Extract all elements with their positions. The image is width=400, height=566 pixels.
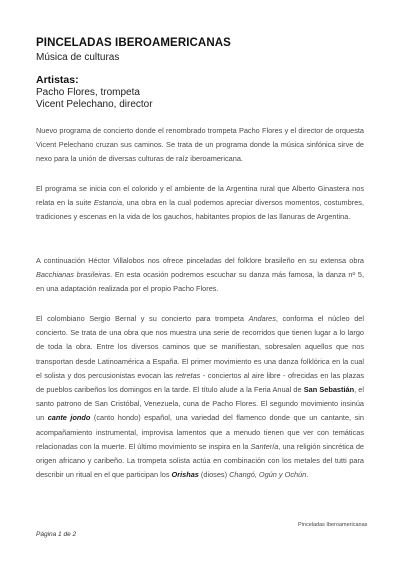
- artists-heading: Artistas:: [36, 74, 79, 86]
- work-title: Andares: [248, 314, 276, 323]
- text-run: El programa se inicia con el colorido y el ambiente de la Argentina rural que Alberto Ginastera nos relata en la suite: [36, 184, 364, 208]
- paragraph-text: Nuevo programa de concierto donde el renombrado trompeta Pacho Flores y el director de orquesta Vicent Pelechano cruzan sus caminos. Se trata de un programa donde la música sinfónica sirve de nexo para la unión de diversas culturas de raíz iberoamericana.: [36, 126, 364, 164]
- text-run: , una religión sincrética de origen africano y caribeño. La trompeta solista actúa en combinación con los metales del tutti para describir un ritual en el que participan los: [36, 441, 364, 480]
- paragraph-ginastera: [36, 182, 364, 225]
- italic-term: retretas: [175, 370, 201, 380]
- text-run: . En esta ocasión podremos escuchar su danza más famosa, la danza nº 5, en una adaptación realizada por el propio Pacho Flores.: [36, 270, 364, 294]
- text-run: .: [306, 470, 309, 480]
- paragraph-villalobos: [36, 254, 364, 297]
- bold-italic-term: cante jondo: [47, 413, 91, 423]
- text-run: El colombiano Sergio Bernal y su concierto para trompeta: [36, 314, 249, 323]
- text-run: , una obra en la cual podemos apreciar diversos momentos, costumbres, tradiciones y escenas en la vida de los gauchos, habitantes propios de las llanuras de Argentina.: [36, 198, 364, 222]
- text-run: , el santo patrono de San Cristóbal, Venezuela, cuna de Pacho Flores. El segundo movimiento insinúa un: [36, 385, 364, 423]
- artist-item: Pacho Flores, trompeta: [36, 87, 140, 98]
- work-title: Bacchianas brasileiras: [36, 270, 111, 280]
- italic-term: Changó, Ogún y Ochún: [229, 470, 307, 480]
- text-run: A continuación Héctor Villalobos nos ofrece pinceladas del folklore brasileño en su extensa obra: [36, 256, 364, 265]
- artist-item: Vicent Pelechano, director: [36, 99, 153, 110]
- paragraph-intro: [36, 124, 364, 167]
- text-run: , conforma el núcleo del concierto. Se trata de una obra que nos muestra una serie de recorridos que tienen lugar a lo largo de toda la obra. Entre los diversos caminos que se manifiestan, sobresalen aquellos que nos transportan desde Latinoamérica a España. El primer movimiento es una danza folklórica en la cual el solista y dos percusionistas evocan las: [36, 314, 364, 380]
- page-title: PINCELADAS IBEROAMERICANAS: [36, 37, 231, 49]
- bold-italic-term: Orishas: [171, 470, 199, 480]
- text-run: (dioses): [198, 470, 230, 480]
- page-subtitle: Música de culturas: [36, 52, 120, 63]
- bold-term: San Sebastián: [303, 385, 355, 395]
- work-title: Estancia: [93, 198, 123, 208]
- footer-page-number: Página 1 de 2: [36, 531, 77, 538]
- text-run: - conciertos al aire libre - ofrecidas en las plazas de pueblos caribeños los domingos en la tarde. El título alude a la Feria Anual de: [36, 370, 364, 395]
- paragraph-bernal: [36, 312, 364, 482]
- text-run: (canto hondo) español, una variedad del flamenco donde que un cantante, sin acompañamiento instrumental, improvisa lamentos que a menudo tienen que ver con temáticas relacionadas con la muerte. El último movimiento se inspira en la: [36, 413, 364, 451]
- italic-term: Santería: [250, 441, 279, 451]
- footer-running-title: Pinceladas Iberoamericanas: [298, 522, 368, 528]
